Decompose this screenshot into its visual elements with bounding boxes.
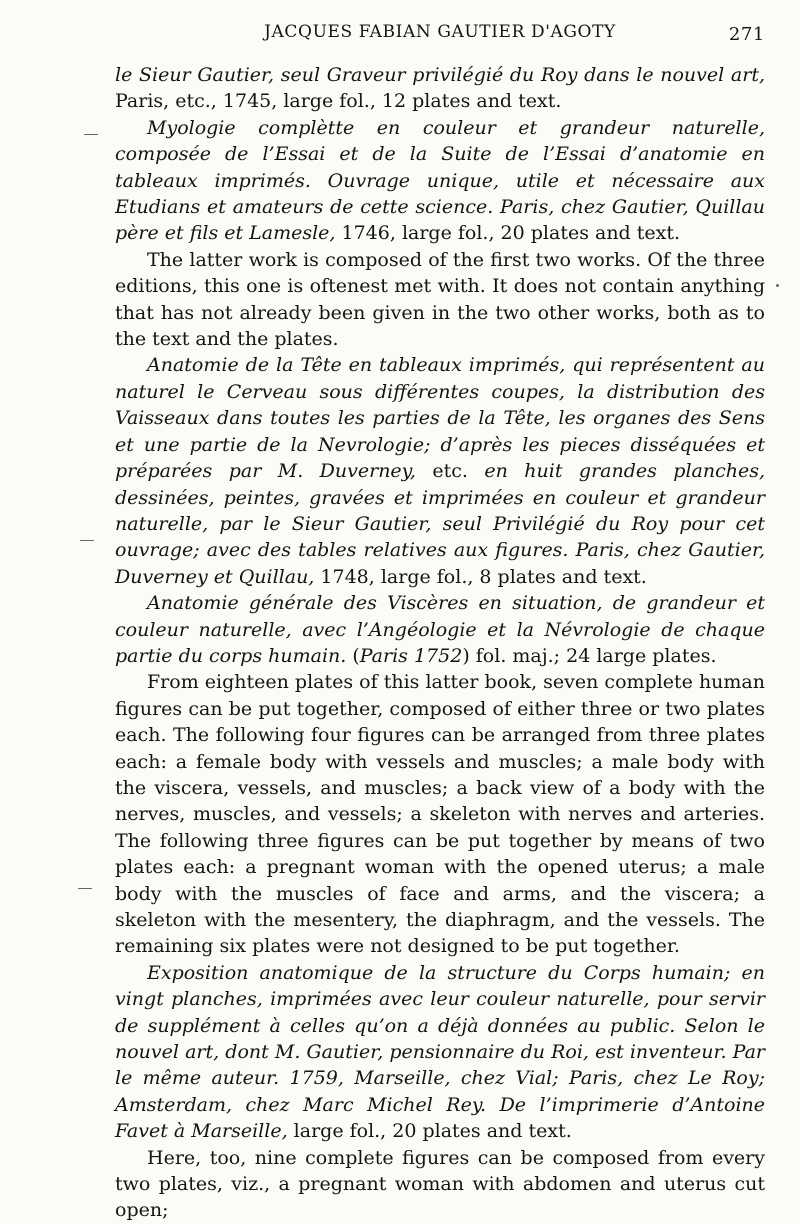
margin-pencil-mark xyxy=(80,540,94,541)
p5-italic-2: Paris 1752 xyxy=(359,644,463,667)
running-header xyxy=(115,22,765,52)
p5-italic-1: Anatomie générale des Viscères en situation, de grandeur et couleur naturelle, avec l’Angéologie et la Névrologie de chaque partie du corps humain. xyxy=(115,592,765,667)
paragraph-1 xyxy=(115,62,765,115)
p1-italic-1: le Sieur Gautier, seul Graveur privilégié du Roy dans le nouvel art, xyxy=(115,64,765,86)
p4-roman-1: etc. xyxy=(415,460,485,483)
p4-roman-2: 1748, large fol., 8 plates and text. xyxy=(314,565,647,588)
p5-roman-1: ( xyxy=(346,644,360,667)
p4-italic-1: Anatomie de la Tête en tableaux imprimés, qui représentent au naturel le Cerveau sous différentes coupes, la distribution des Vaisseaux dans toutes les parties de la Tête, les organes des Sens et une partie de la Nevrologie; d’après les pieces disséquées et préparées par M. Duverney, xyxy=(115,354,765,483)
p8-roman-1: Here, too, nine complete figures can be composed from every two plates, viz., a pregnant woman with abdomen and uterus cut open; xyxy=(115,1146,765,1222)
margin-pencil-mark xyxy=(78,888,92,889)
p6-roman-1: From eighteen plates of this latter book, seven complete human figures can be put together, composed of either three or two plates each. The following four figures can be arranged from three plates each: a female body with vessels and muscles; a male body with the viscera, vessels, and muscles; a back view of a body with the nerves, muscles, and vessels; a skeleton with nerves and arteries. The following three figures can be put together by means of two plates each: a pregnant woman with the opened uterus; a male body with the muscles of face and arms, and the viscera; a skeleton with the mesentery, the diaphragm, and the vessels. The remaining six plates were not designed to be put together. xyxy=(115,671,765,958)
body-text xyxy=(115,62,765,1224)
page-number: 271 xyxy=(728,24,765,45)
paragraph-2 xyxy=(115,115,765,247)
paragraph-8 xyxy=(115,1145,765,1224)
paragraph-5 xyxy=(115,590,765,669)
paragraph-6 xyxy=(115,669,765,959)
p2-roman-1: 1746, large fol., 20 plates and text. xyxy=(335,222,681,245)
p7-roman-1: large fol., 20 plates and text. xyxy=(287,1120,572,1143)
margin-dot xyxy=(776,284,779,287)
margin-pencil-mark xyxy=(84,134,98,135)
p1-roman-1: Paris, etc., 1745, large fol., 12 plates and text. xyxy=(115,90,562,113)
p4-italic-2: en huit grandes planches, dessinées, peintes, gravées et imprimées en couleur et grandeur naturelle, par le Sieur Gautier, seul Privilégié du Roy pour cet ouvrage; avec des tables relatives aux figures. Paris, chez Gautier, Duverney et Quillau, xyxy=(115,460,766,588)
paragraph-7 xyxy=(115,960,765,1145)
p3-roman-1: The latter work is composed of the first two works. Of the three editions, this one is oftenest met with. It does not contain anything that has not already been given in the two other works, both as to the text and the plates. xyxy=(115,248,765,351)
running-title: JACQUES FABIAN GAUTIER D'AGOTY xyxy=(264,22,616,42)
paragraph-4 xyxy=(115,352,765,590)
p7-italic-1: Exposition anatomique de la structure du Corps humain; en vingt planches, imprimées avec leur couleur naturelle, pour servir de supplément à celles qu’on a déjà données au public. Selon le nouvel art, dont M. Gautier, pensionnaire du Roi, est inventeur. Par le même auteur. 1759, Marseille, chez Vial; Paris, chez Le Roy; Amsterdam, chez Marc Michel Rey. De l’imprimerie d’Antoine Favet à Marseille, xyxy=(115,961,765,1143)
paragraph-3 xyxy=(115,247,765,353)
p5-roman-2: ) fol. maj.; 24 large plates. xyxy=(462,644,717,667)
p2-italic-1: Myologie complètte en couleur et grandeur naturelle, composée de l’Essai et de la Suite de l’Essai d’anatomie en tableaux imprimés. Ouvrage unique, utile et nécessaire aux Etudians et amateurs de cette science. Paris, chez Gautier, Quillau père et fils et Lamesle, xyxy=(115,116,765,245)
